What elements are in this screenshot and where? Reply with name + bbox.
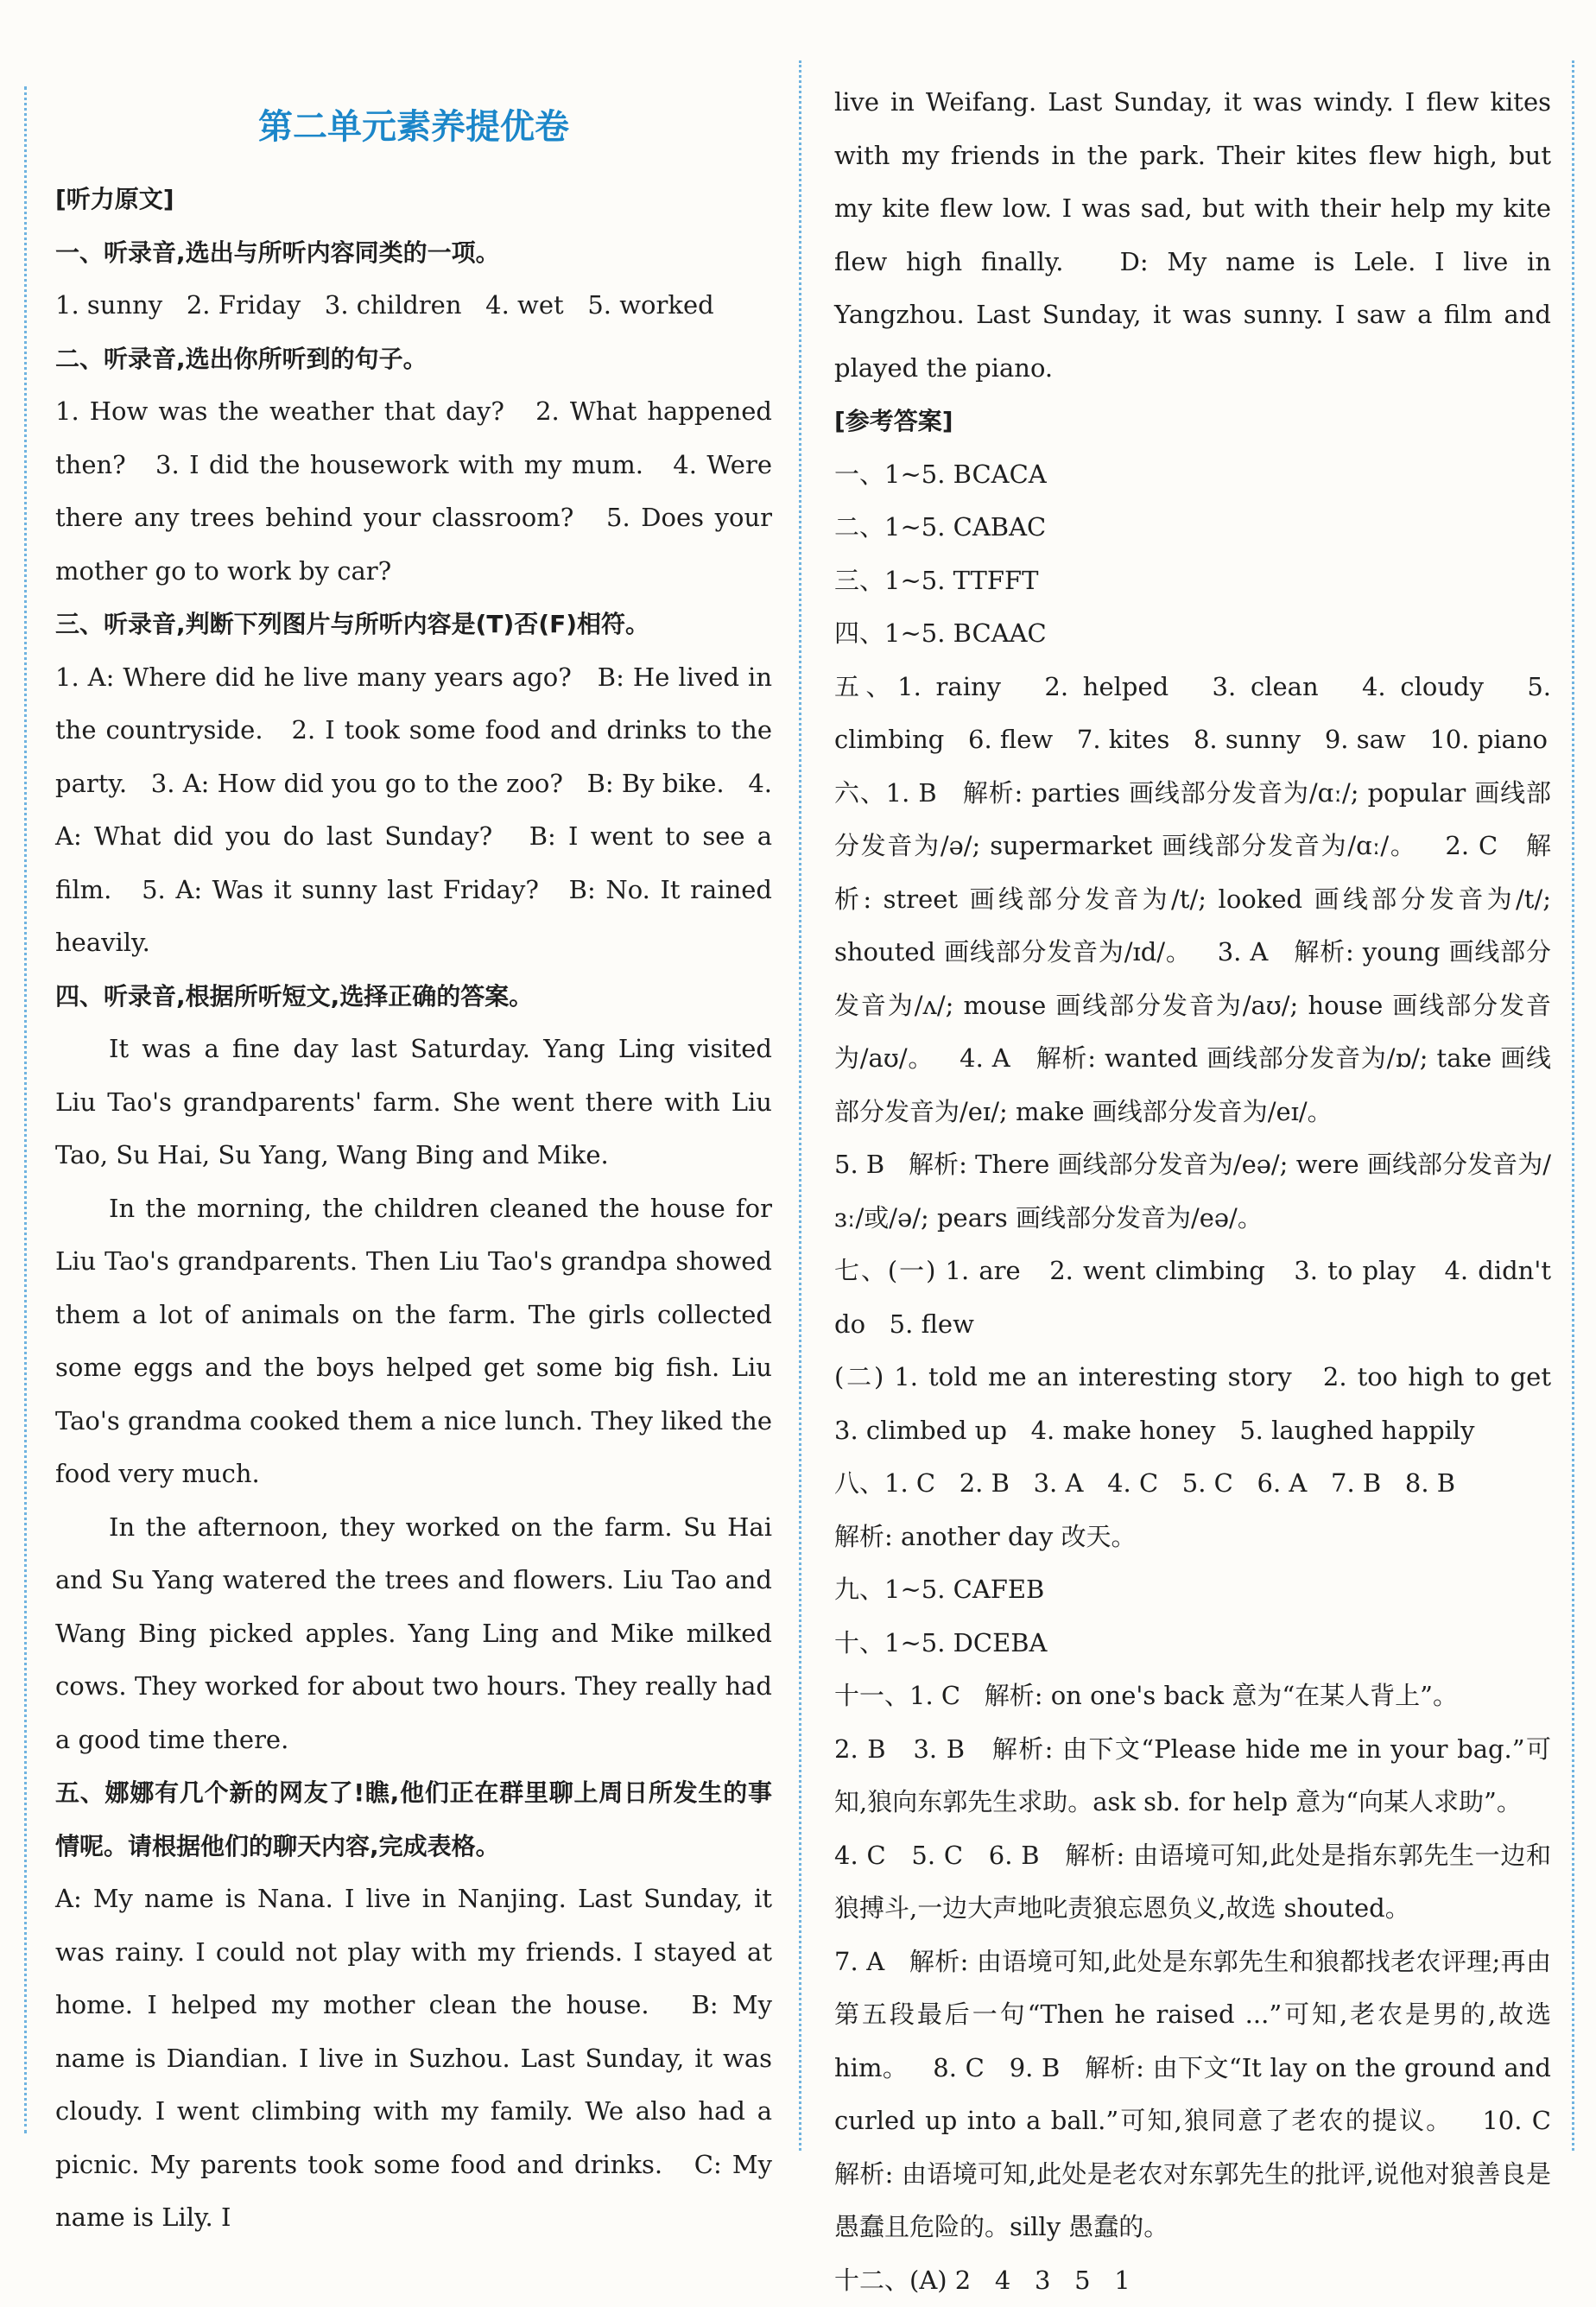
- right-paragraph-9: 七、(一) 1. are 2. went climbing 3. to play 4. didn't do 5. flew: [834, 1245, 1551, 1351]
- left-paragraph-1: 一、听录音,选出与所听内容同类的一项。: [55, 226, 772, 280]
- right-paragraph-4: 三、1~5. TTFFT: [834, 555, 1551, 608]
- right-paragraph-6: 五、1. rainy 2. helped 3. clean 4. cloudy 5. climbing 6. flew 7. kites 8. sunny 9. saw 10. piano: [834, 661, 1551, 767]
- right-paragraph-8: 5. B 解析: There 画线部分发音为/eə/; were 画线部分发音为/ɜː/或/ə/; pears 画线部分发音为/eə/。: [834, 1138, 1551, 1245]
- right-paragraph-1: [参考答案]: [834, 395, 1551, 448]
- right-paragraph-10: (二) 1. told me an interesting story 2. too high to get 3. climbed up 4. make honey 5. laughed happily: [834, 1351, 1551, 1457]
- left-paragraph-3: 二、听录音,选出你所听到的句子。: [55, 333, 772, 386]
- left-paragraph-9: In the morning, the children cleaned the house for Liu Tao's grandparents. Then Liu Tao's grandpa showed them a lot of animals on the farm. The girls collected some eggs and the boys helped get some big fish. Liu Tao's grandma cooked them a nice lunch. They liked the food very much.: [55, 1182, 772, 1501]
- left-paragraph-8: It was a fine day last Saturday. Yang Ling visited Liu Tao's grandparents' farm. She went there with Liu Tao, Su Hai, Su Yang, Wang Bing and Mike.: [55, 1023, 772, 1182]
- left-column: [55, 0, 772, 2245]
- right-paragraph-0: live in Weifang. Last Sunday, it was windy. I flew kites with my friends in the park. Their kites flew high, but my kite flew low. I was sad, but with their help my kite flew high finally. D: My name is Lele. I live in Yangzhou. Last Sunday, it was sunny. I saw a film and played the piano.: [834, 76, 1551, 395]
- left-column-body: [55, 173, 772, 2245]
- left-paragraph-5: 三、听录音,判断下列图片与所听内容是(T)否(F)相符。: [55, 598, 772, 651]
- right-paragraph-19: 十二、(A) 2 4 3 5 1: [834, 2254, 1551, 2307]
- center-divider-dotted-line: [799, 60, 801, 2151]
- right-paragraph-7: 六、1. B 解析: parties 画线部分发音为/ɑː/; popular 画线部分发音为/ə/; supermarket 画线部分发音为/ɑː/。 2. C 解析: street 画线部分发音为/t/; looked 画线部分发音为/t/; shouted 画线部分发音为/ɪd/。 3. A 解析: young 画线部分发音为/ʌ/; mouse 画线部分发音为/aʊ/; house 画线部分发音为/aʊ/。 4. A 解析: wanted 画线部分发音为/ɒ/; take 画线部分发音为/eɪ/; make 画线部分发音为/eɪ/。: [834, 767, 1551, 1139]
- page-title: 第二单元素养提优卷: [55, 97, 772, 157]
- left-paragraph-4: 1. How was the weather that day? 2. What happened then? 3. I did the housework with my mum. 4. Were there any trees behind your classroom? 5. Does your mother go to work by car?: [55, 385, 772, 598]
- right-column-body: [834, 76, 1551, 2307]
- left-paragraph-11: 五、娜娜有几个新的网友了!瞧,他们正在群里聊上周日所发生的事情呢。请根据他们的聊天内容,完成表格。: [55, 1766, 772, 1873]
- right-paragraph-2: 一、1~5. BCACA: [834, 448, 1551, 502]
- left-paragraph-7: 四、听录音,根据所听短文,选择正确的答案。: [55, 970, 772, 1024]
- left-margin-dotted-line: [24, 86, 27, 2133]
- right-paragraph-14: 十、1~5. DCEBA: [834, 1617, 1551, 1670]
- right-paragraph-17: 4. C 5. C 6. B 解析: 由语境可知,此处是指东郭先生一边和狼搏斗,一边大声地叱责狼忘恩负义,故选 shouted。: [834, 1829, 1551, 1936]
- right-paragraph-11: 八、1. C 2. B 3. A 4. C 5. C 6. A 7. B 8. B: [834, 1457, 1551, 1511]
- right-paragraph-13: 九、1~5. CAFEB: [834, 1563, 1551, 1617]
- right-paragraph-12: 解析: another day 改天。: [834, 1511, 1551, 1564]
- right-paragraph-16: 2. B 3. B 解析: 由下文“Please hide me in your bag.”可知,狼向东郭先生求助。ask sb. for help 意为“向某人求助”。: [834, 1723, 1551, 1829]
- left-paragraph-10: In the afternoon, they worked on the farm. Su Hai and Su Yang watered the trees and flowers. Liu Tao and Wang Bing picked apples. Yang Ling and Mike milked cows. They worked for about two hours. They really had a good time there.: [55, 1501, 772, 1767]
- left-paragraph-0: [听力原文]: [55, 173, 772, 226]
- right-paragraph-5: 四、1~5. BCAAC: [834, 607, 1551, 661]
- left-paragraph-12: A: My name is Nana. I live in Nanjing. Last Sunday, it was rainy. I could not play with my friends. I stayed at home. I helped my mother clean the house. B: My name is Diandian. I live in Suzhou. Last Sunday, it was cloudy. I went climbing with my family. We also had a picnic. My parents took some food and drinks. C: My name is Lily. I: [55, 1873, 772, 2245]
- left-paragraph-2: 1. sunny 2. Friday 3. children 4. wet 5. worked: [55, 279, 772, 333]
- right-margin-dotted-line: [1572, 60, 1574, 2151]
- left-paragraph-6: 1. A: Where did he live many years ago? B: He lived in the countryside. 2. I took some food and drinks to the party. 3. A: How did you go to the zoo? B: By bike. 4. A: What did you do last Sunday? B: I went to see a film. 5. A: Was it sunny last Friday? B: No. It rained heavily.: [55, 651, 772, 970]
- right-paragraph-15: 十一、1. C 解析: on one's back 意为“在某人背上”。: [834, 1670, 1551, 1723]
- right-paragraph-3: 二、1~5. CABAC: [834, 501, 1551, 555]
- right-column: [834, 0, 1551, 2307]
- right-paragraph-18: 7. A 解析: 由语境可知,此处是东郭先生和狼都找老农评理;再由第五段最后一句“Then he raised ...”可知,老农是男的,故选 him。 8. C 9. B 解析: 由下文“It lay on the ground and curled up into a ball.”可知,狼同意了老农的提议。 10. C 解析: 由语境可知,此处是老农对东郭先生的批评,说他对狼善良是愚蠢且危险的。silly 愚蠢的。: [834, 1936, 1551, 2254]
